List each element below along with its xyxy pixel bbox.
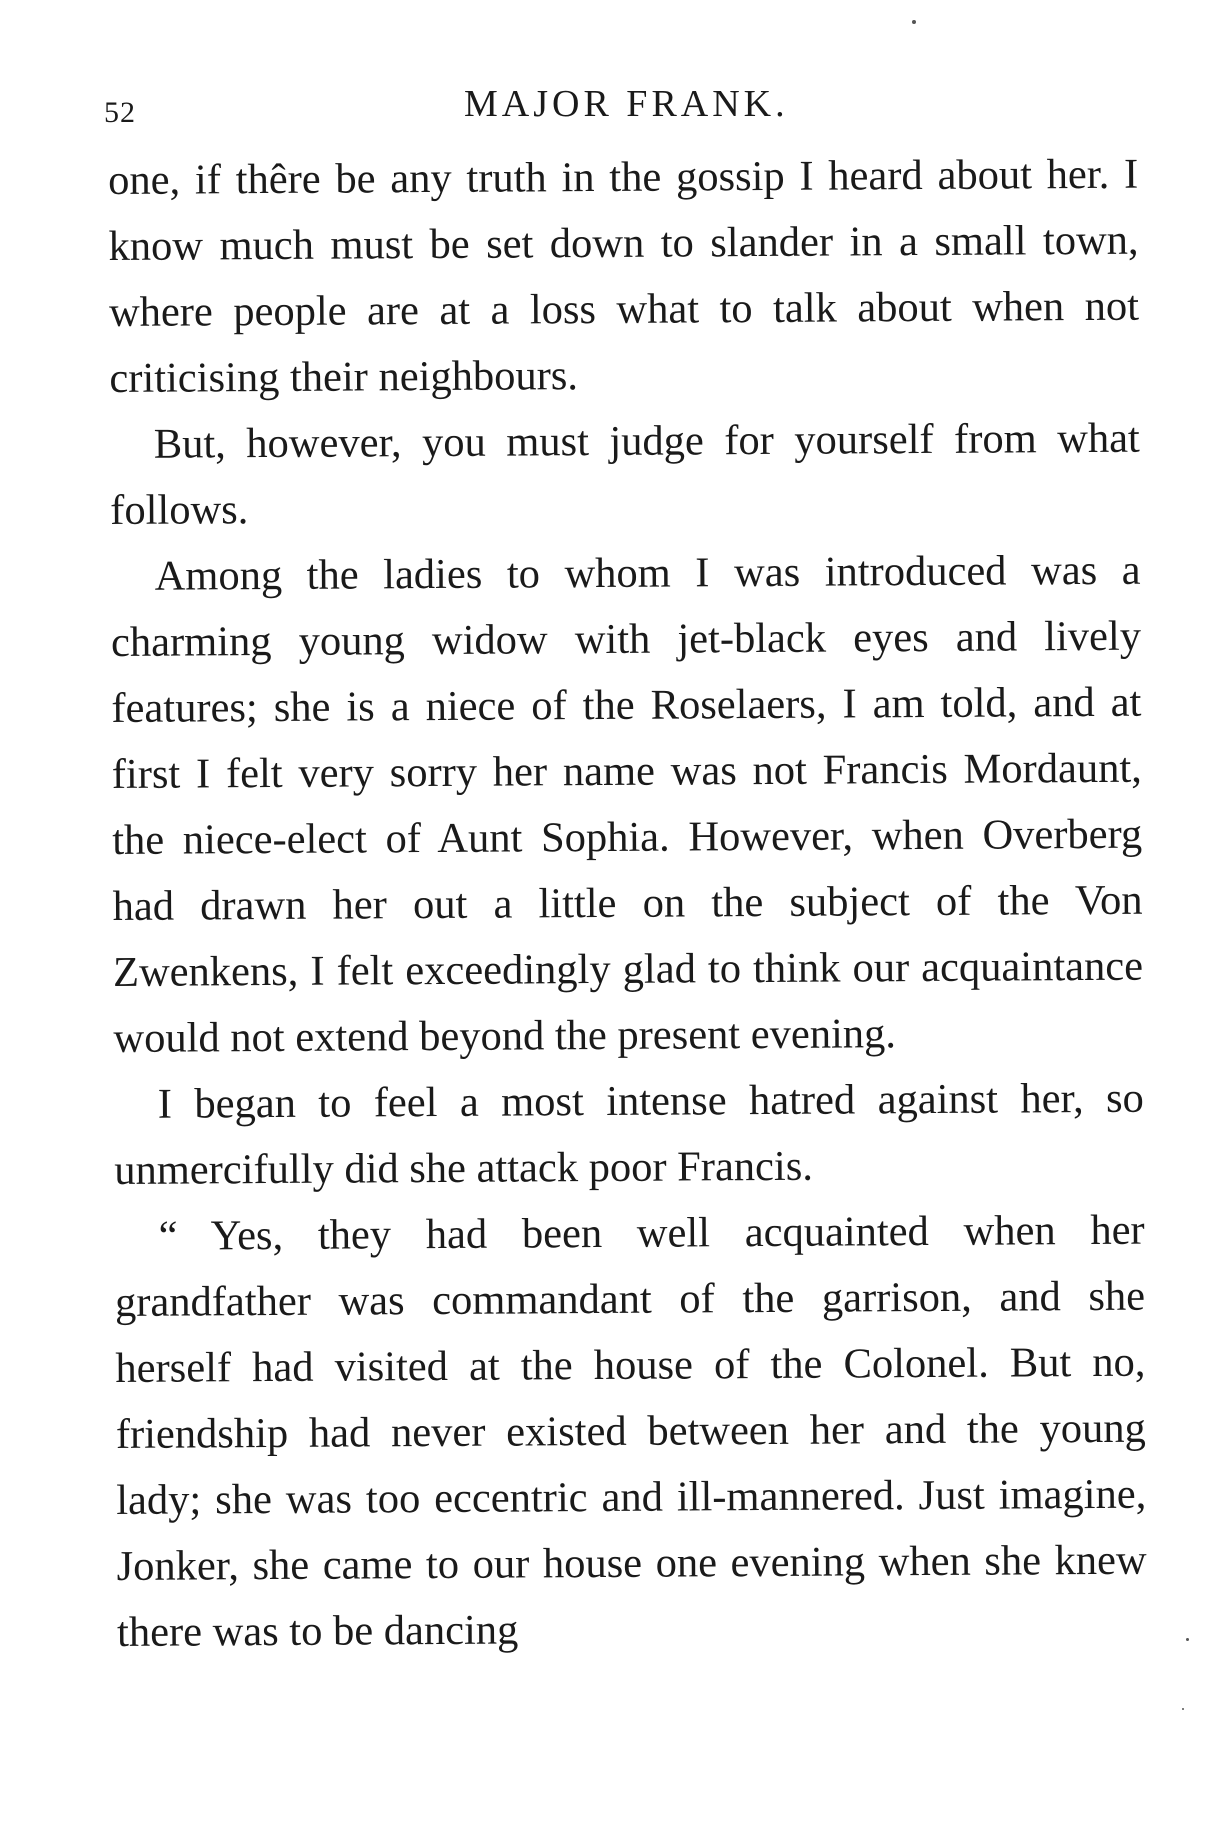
paragraph: But, however, you must judge for yourself from what follows. <box>110 414 1140 534</box>
page-number: 52 <box>104 96 136 129</box>
paragraph: I began to feel a most intense hatred against her, so unmercifully did she attack poor Francis. <box>114 1074 1144 1194</box>
body-text <box>108 142 1147 1666</box>
paragraph: one, if thêre be any truth in the gossip I heard about her. I know much must be set down to slander in a small town, where people are at a loss what to talk about when not criticising their neighbours. <box>108 150 1140 402</box>
paragraph: Among the ladies to whom I was introduced was a charming young widow with jet-black eyes and lively features; she is a niece of the Roselaers, I am told, and at first I felt very sorry her name was not Francis Mordaunt, the niece-elect of Aunt Sophia. However, when Overberg had drawn her out a little on the subject of the Von Zwenkens, I felt exceedingly glad to think our acquaintance would not extend beyond the present evening. <box>110 546 1144 1062</box>
print-speck <box>1186 1638 1189 1641</box>
page-header <box>104 82 1124 132</box>
print-speck <box>1182 1708 1184 1710</box>
print-speck <box>912 20 916 24</box>
running-head: MAJOR FRANK. <box>464 83 789 125</box>
paragraph: “ Yes, they had been well acquainted when her grandfather was commandant of the garrison, and she herself had visited at the house of the Colonel. But no, friendship had never existed between her and the young lady; she was too eccentric and ill-mannered. Just imagine, Jonker, she came to our house one evening when she knew there was to be dancing <box>114 1206 1147 1656</box>
